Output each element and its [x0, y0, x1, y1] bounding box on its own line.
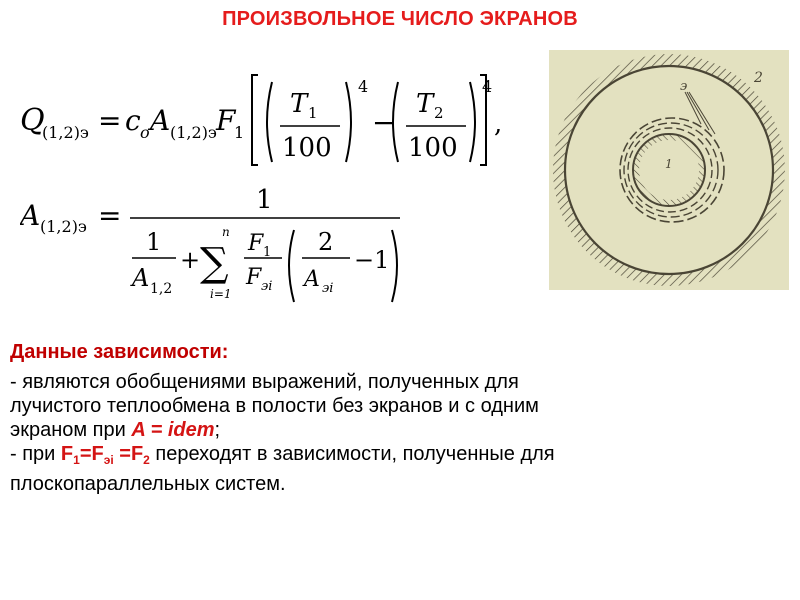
formula1-lhs: Q — [20, 103, 45, 138]
formula1-bracket-left — [252, 75, 258, 165]
bullet2-fe-sub: эi — [103, 453, 114, 467]
formula2-two: 2 — [318, 228, 334, 256]
bullet1-dash: - — [10, 371, 17, 393]
bullet2-pre: при — [16, 443, 61, 465]
bullet1-line1 — [10, 370, 770, 394]
bullet2-f1: F — [60, 443, 74, 465]
bullet2-post: переходят в зависимости, полученные для — [149, 443, 555, 465]
conclusions-text — [10, 340, 770, 496]
sigma-icon: ∑ — [200, 240, 229, 286]
formula2-plus: + — [180, 246, 201, 274]
formula1-t2: T — [416, 89, 434, 119]
formula1-denom1: 100 — [282, 133, 332, 163]
formula1-paren1-right — [346, 82, 351, 162]
bullet1-condition: A = idem — [131, 419, 215, 441]
formula2-lhs: A — [20, 199, 41, 232]
formula2-f1-sub: 1 — [263, 245, 272, 260]
formula2-sum-top: n — [222, 225, 230, 239]
conclusions-heading: Данные зависимости: — [10, 341, 229, 363]
formula1-t1-sub: 1 — [308, 104, 318, 122]
formula1-a-sub: (1,2)э — [170, 123, 217, 142]
formula2-f1: F — [248, 231, 264, 256]
formula2-minus-one: −1 — [354, 246, 390, 274]
bullet1-text1: являются обобщениями выражений, полученных для — [16, 371, 519, 393]
formula1-t2-sub: 2 — [434, 104, 444, 122]
formula1-paren2-left — [393, 82, 398, 162]
formula2-a12-sub: 1,2 — [150, 281, 173, 297]
formula1-a: A — [150, 104, 171, 137]
label-screens: э — [680, 79, 688, 94]
concentric-screens-diagram — [549, 50, 789, 290]
formula2-lhs-sub: (1,2)э — [40, 217, 87, 236]
screen-leader-3 — [689, 92, 715, 134]
formula2-fei: F — [246, 265, 262, 290]
bullet2-eq1: =F — [79, 443, 104, 465]
label-inner-body: 1 — [665, 157, 673, 171]
bullet1-line3 — [10, 418, 770, 442]
bullet2-f2-sub: 2 — [143, 453, 150, 467]
bullet1-text3-pre: экраном при — [10, 419, 132, 441]
bullet1-line2: лучистого теплообмена в полости без экранов и с одним — [10, 395, 539, 417]
bullet2-line2: плоскопараллельных систем. — [10, 473, 286, 495]
formula2-aei-sub: эi — [322, 281, 334, 296]
bullet2-eq2: =F — [113, 443, 144, 465]
formula1-minus: − — [372, 106, 396, 139]
formula1-exp1: 4 — [358, 77, 369, 96]
formula1-t1: T — [290, 89, 308, 119]
formula1-c: c — [125, 104, 141, 137]
formula1-paren2-right — [470, 82, 475, 162]
label-outer-body: 2 — [754, 70, 763, 86]
formula1-paren1-left — [267, 82, 272, 162]
bullet2-dash: - — [10, 443, 17, 465]
formula2-paren-right — [392, 230, 397, 302]
formula1-eq: = — [98, 104, 122, 137]
formula1-c-sub: o — [140, 123, 150, 142]
bullet2-line1 — [10, 442, 770, 472]
formula2-paren-left — [289, 230, 294, 302]
bullet1-text3-post: ; — [214, 419, 221, 441]
formula2-fei-sub: эi — [261, 279, 273, 294]
formula2-a12: A — [132, 264, 150, 292]
formula2-sum-bottom: i=1 — [210, 287, 232, 301]
bullet2-f1-sub: 1 — [73, 453, 80, 467]
formula1-f: F — [216, 104, 236, 137]
formula-heat-flux — [20, 60, 510, 170]
formula1-denom2: 100 — [408, 133, 458, 163]
formula2-aei: A — [304, 267, 320, 292]
formula2-numerator: 1 — [256, 185, 273, 215]
formula2-one: 1 — [146, 228, 162, 256]
formula1-exp2: 4 — [482, 77, 493, 96]
slide-title: ПРОИЗВОЛЬНОЕ ЧИСЛО ЭКРАНОВ — [222, 8, 578, 30]
formula-reduced-absorptivity — [20, 180, 420, 310]
formula1-lhs-sub: (1,2)э — [42, 123, 89, 142]
formula1-f-sub: 1 — [234, 123, 245, 142]
formula2-eq: = — [98, 199, 122, 232]
formula1-comma: , — [494, 109, 503, 139]
